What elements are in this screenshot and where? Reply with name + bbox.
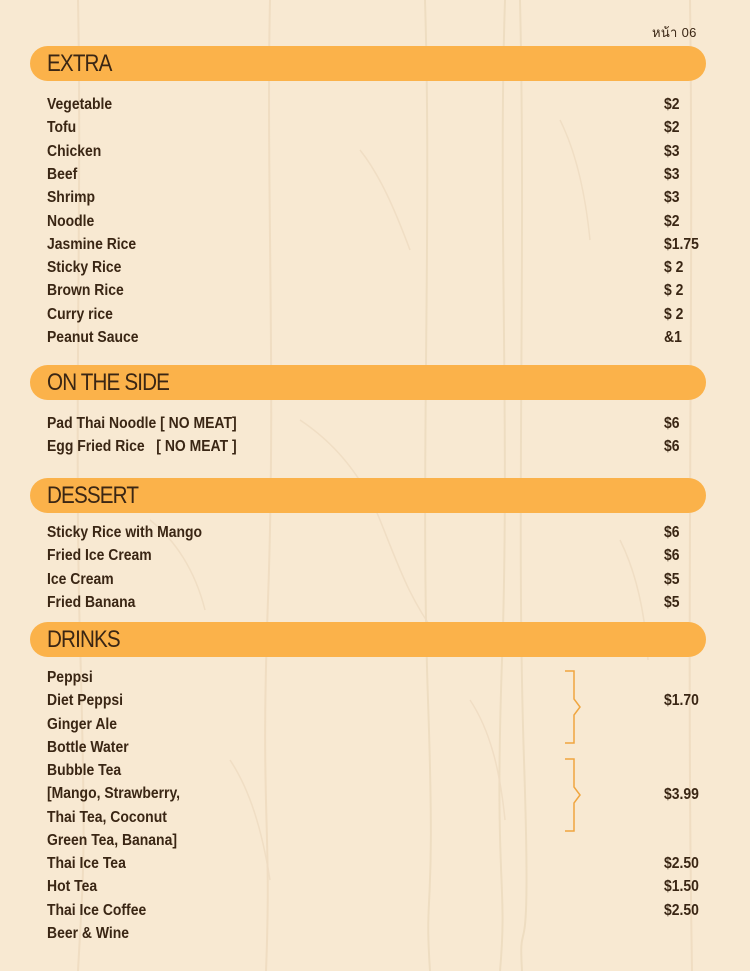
menu-item-price: $2 — [664, 119, 680, 137]
menu-item-row — [47, 96, 707, 118]
bubble-tea-group-brace — [560, 757, 590, 835]
menu-item-row — [47, 594, 707, 616]
menu-item-name: Beer & Wine — [47, 924, 130, 942]
menu-item-price: $1.50 — [664, 878, 699, 896]
menu-item-price: $5 — [664, 570, 680, 588]
menu-item-name: Noodle — [47, 212, 95, 230]
section-header-drinks — [30, 622, 706, 657]
menu-item-price: $ 2 — [664, 282, 684, 300]
menu-item-name: Sticky Rice — [47, 259, 122, 277]
menu-item-price: $2 — [664, 96, 680, 113]
menu-item-name: Fried Banana — [47, 593, 136, 611]
menu-item-name: Brown Rice — [47, 282, 124, 300]
menu-item-name: Thai Ice Coffee — [47, 901, 147, 919]
menu-item-name: Fried Ice Cream — [47, 547, 152, 565]
menu-item-row — [47, 259, 707, 281]
menu-item-price: &1 — [664, 329, 682, 346]
menu-item-name: Vegetable — [47, 96, 113, 113]
menu-item-row — [47, 438, 707, 460]
menu-item-name: [Mango, Strawberry, — [47, 785, 181, 803]
section-title: DESSERT — [47, 482, 139, 509]
menu-item-name: Peanut Sauce — [47, 329, 139, 346]
menu-item-name: Sticky Rice with Mango — [47, 524, 203, 541]
section-header-extra — [30, 46, 706, 81]
menu-item-price: $6 — [664, 415, 680, 432]
menu-item-price: $ 2 — [664, 305, 684, 323]
menu-item-row — [47, 716, 707, 738]
menu-item-price: $1.75 — [664, 235, 699, 253]
menu-item-row — [47, 524, 707, 546]
menu-item-row — [47, 282, 707, 304]
section-title: DRINKS — [47, 626, 120, 653]
soda-group-price: $1.70 — [664, 692, 699, 709]
menu-item-price: $3 — [664, 189, 680, 207]
menu-item-row — [47, 213, 707, 235]
menu-item-row — [47, 762, 707, 784]
menu-item-row — [47, 236, 707, 258]
menu-item-name: Thai Tea, Coconut — [47, 808, 167, 826]
page-number: หน้า 06 — [652, 25, 697, 40]
menu-item-name: Chicken — [47, 142, 102, 160]
menu-item-row — [47, 692, 707, 714]
menu-item-row — [47, 669, 707, 691]
menu-item-row — [47, 785, 707, 807]
menu-item-name: Shrimp — [47, 189, 96, 207]
menu-item-name: Jasmine Rice — [47, 235, 137, 253]
menu-item-name: Green Tea, Banana] — [47, 831, 177, 849]
menu-item-row — [47, 739, 707, 761]
menu-item-price: $3 — [664, 165, 680, 183]
menu-item-name: Curry rice — [47, 305, 113, 323]
menu-item-name: Bottle Water — [47, 738, 129, 756]
menu-item-name: Beef — [47, 165, 78, 183]
menu-item-name: Peppsi — [47, 669, 93, 686]
menu-item-row — [47, 306, 707, 328]
menu-item-row — [47, 878, 707, 900]
menu-item-price: $2.50 — [664, 901, 699, 919]
menu-item-name: Tofu — [47, 119, 77, 137]
section-header-dessert — [30, 478, 706, 513]
menu-item-price: $ 2 — [664, 259, 684, 277]
menu-item-row — [47, 119, 707, 141]
menu-item-name: Pad Thai Noodle [ NO MEAT] — [47, 415, 237, 432]
menu-item-row — [47, 855, 707, 877]
menu-item-row — [47, 809, 707, 831]
menu-item-price: $6 — [664, 438, 680, 456]
menu-item-row — [47, 143, 707, 165]
menu-item-name: Ginger Ale — [47, 715, 118, 733]
menu-item-row — [47, 415, 707, 437]
menu-item-row — [47, 547, 707, 569]
menu-item-name: Bubble Tea — [47, 762, 122, 779]
section-title: EXTRA — [47, 50, 112, 77]
menu-item-price: $6 — [664, 547, 680, 565]
menu-item-price: $3 — [664, 142, 680, 160]
menu-item-price: $6 — [664, 524, 680, 541]
section-title: ON THE SIDE — [47, 369, 170, 396]
menu-item-row — [47, 571, 707, 593]
menu-item-row — [47, 329, 707, 351]
menu-item-name: Ice Cream — [47, 570, 114, 588]
menu-item-row — [47, 832, 707, 854]
menu-item-name: Thai Ice Tea — [47, 855, 126, 872]
menu-item-name: Egg Fried Rice [ NO MEAT ] — [47, 438, 237, 456]
menu-item-row — [47, 925, 707, 947]
menu-item-row — [47, 902, 707, 924]
menu-item-name: Hot Tea — [47, 878, 98, 896]
menu-item-price: $2.50 — [664, 855, 699, 872]
menu-item-price: $5 — [664, 593, 680, 611]
bubble-tea-group-price: $3.99 — [664, 786, 699, 803]
menu-item-price: $2 — [664, 212, 680, 230]
soda-group-brace — [560, 669, 590, 747]
menu-item-name: Diet Peppsi — [47, 692, 123, 710]
menu-item-row — [47, 166, 707, 188]
menu-item-row — [47, 189, 707, 211]
section-header-on-the-side — [30, 365, 706, 400]
